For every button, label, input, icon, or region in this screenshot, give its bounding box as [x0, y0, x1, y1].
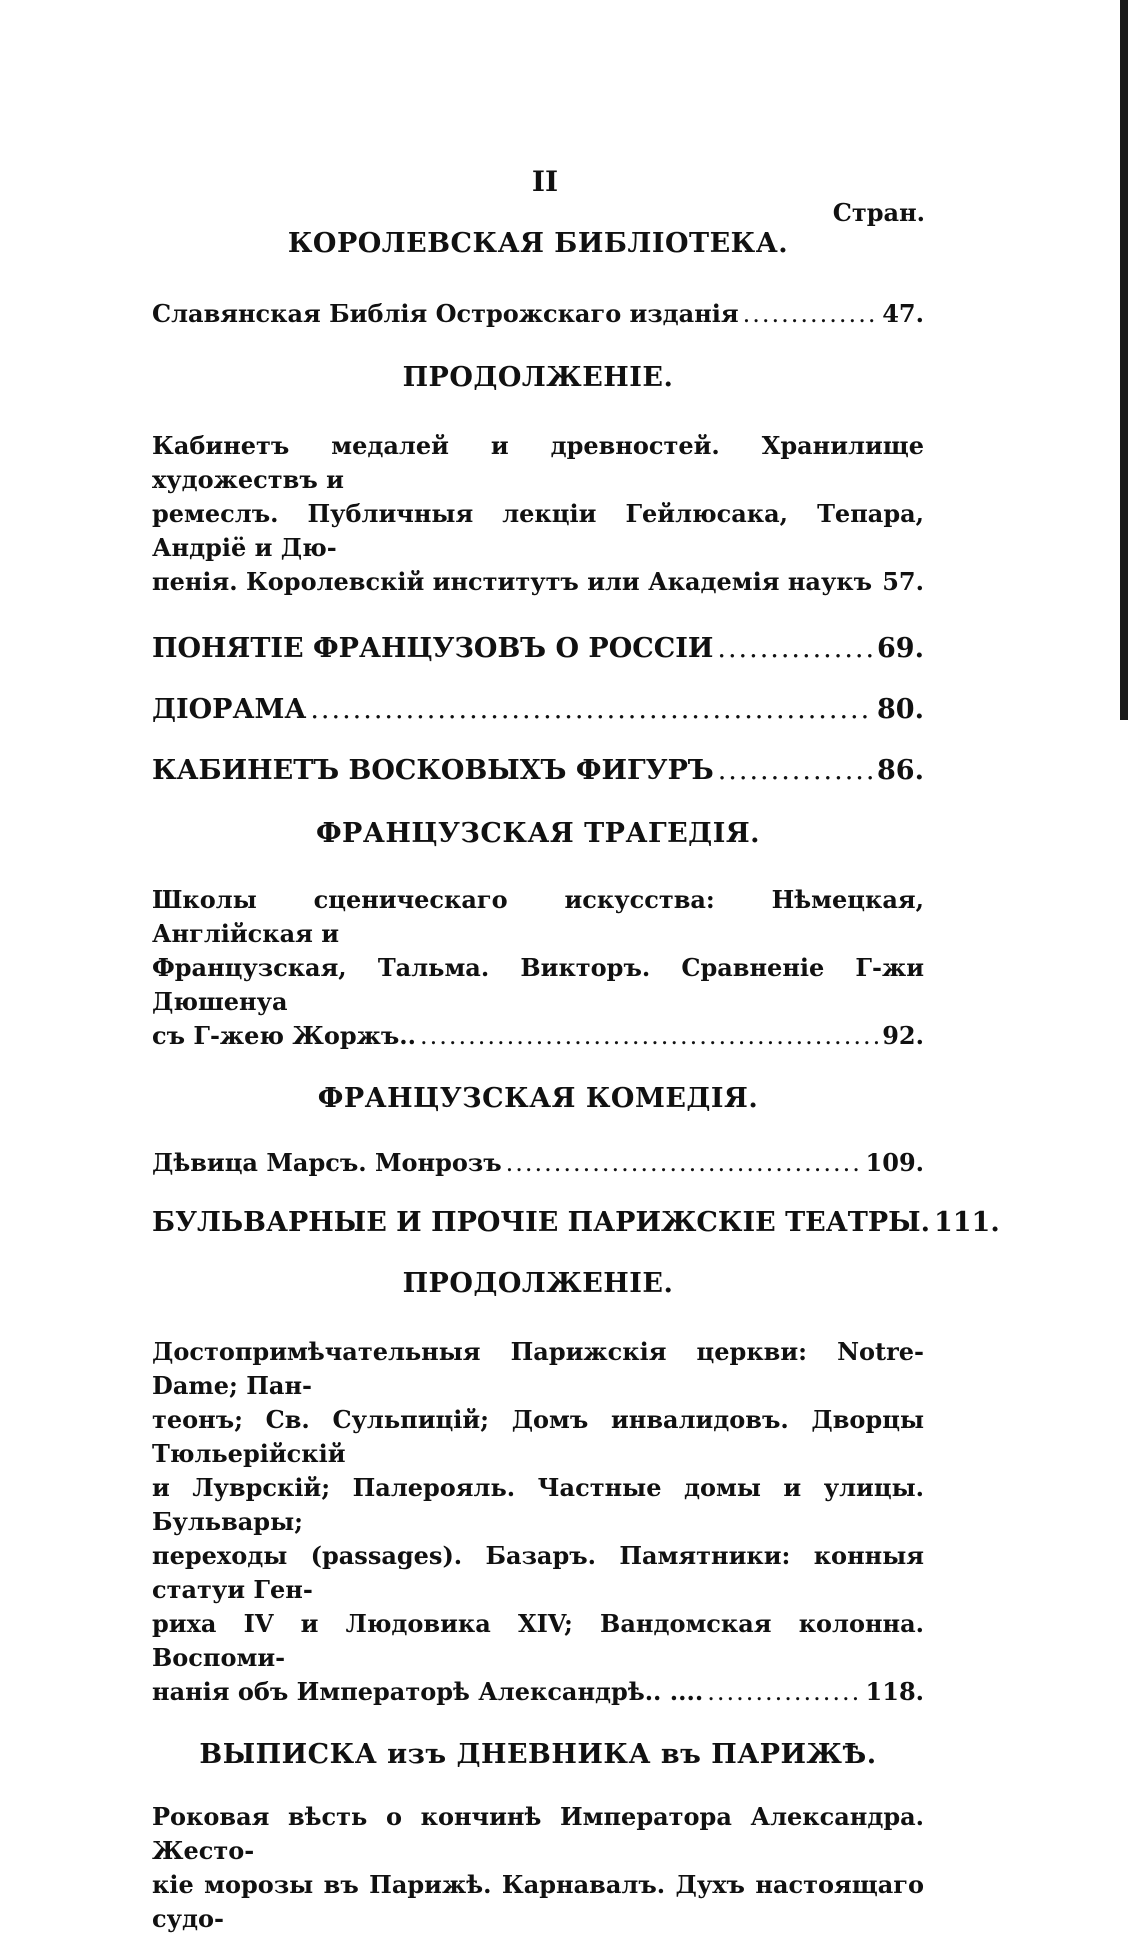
- paragraph-line: переходы (passages). Базаръ. Памятники: конныя статуи Ген-: [152, 1541, 924, 1604]
- toc-entry-diorama: [152, 694, 924, 725]
- toc-entry-title: КАБИНЕТЪ ВОСКОВЫХЪ ФИГУРЪ: [152, 755, 714, 786]
- page-number: II: [531, 165, 559, 198]
- section-heading-french-comedy: ФРАНЦУЗСКАЯ КОМЕДІЯ.: [317, 1083, 759, 1114]
- toc-entry-page: 109.: [865, 1148, 924, 1177]
- paragraph-line: кіе морозы въ Парижѣ. Карнавалъ. Духъ настоящаго судо-: [152, 1870, 924, 1933]
- toc-entry-page: 47.: [882, 299, 924, 328]
- paragraph-line: ремеслъ. Публичныя лекціи Гейлюсака, Тепара, Андріё и Дю-: [152, 499, 924, 562]
- paragraph-line: теонъ; Св. Сульпицій; Домъ инвалидовъ. Дворцы Тюльерійскій: [152, 1405, 924, 1468]
- leader-dots: [707, 1675, 861, 1709]
- paragraph-line: Роковая вѣсть о кончинѣ Императора Александра. Жесто-: [152, 1802, 924, 1865]
- toc-entry-page: 118.: [865, 1677, 924, 1706]
- paragraph-line: съ Г-жею Жоржъ..: [152, 1021, 417, 1050]
- paragraph-line: Достопримѣчательныя Парижскія церкви: Notre-Dame; Пан-: [152, 1337, 924, 1400]
- toc-entry-french-idea-of-russia: [152, 633, 924, 664]
- paragraph-line: пенія. Королевскій институтъ или Академія наукъ: [152, 567, 873, 596]
- leader-dots: [506, 1149, 862, 1177]
- toc-entry-title: ПОНЯТІЕ ФРАНЦУЗОВЪ О РОССІИ: [152, 633, 714, 664]
- toc-entry-title: Дѣвица Марсъ. Монрозъ: [152, 1148, 502, 1177]
- section-heading-royal-library: КОРОЛЕВСКАЯ БИБЛІОТЕКА.: [287, 228, 789, 259]
- toc-paragraph-tragedy: [152, 883, 924, 1053]
- toc-entry-title: Славянская Библія Острожскаго изданія: [152, 299, 739, 328]
- toc-entry-page: 92.: [882, 1021, 924, 1050]
- toc-entry-page: 69.: [877, 633, 924, 664]
- toc-entry-mars-monrose: [152, 1148, 924, 1177]
- paragraph-line: Кабинетъ медалей и древностей. Хранилище художествъ и: [152, 431, 924, 494]
- margin-mark: [1120, 0, 1128, 720]
- toc-paragraph-cabinet: [152, 429, 924, 599]
- leader-dots: [876, 565, 878, 599]
- section-heading-continuation-2: ПРОДОЛЖЕНІЕ.: [402, 1268, 674, 1299]
- paragraph-line: Французская, Тальма. Викторъ. Сравненіе Г-жи Дюшенуа: [152, 953, 924, 1016]
- table-of-contents: [152, 228, 1000, 1936]
- page-column-label: Стран.: [832, 198, 925, 227]
- paragraph-line: Школы сценическаго искусства: Нѣмецкая, Англійская и: [152, 885, 924, 948]
- toc-entry-boulevard-theatres: [152, 1207, 1000, 1238]
- leader-dots: [420, 1019, 878, 1053]
- leader-dots: [717, 633, 873, 664]
- toc-paragraph-diary: [152, 1800, 924, 1936]
- toc-entry-page: 80.: [877, 694, 924, 725]
- leader-dots: [743, 300, 879, 328]
- leader-dots: [310, 694, 873, 725]
- paragraph-line: и Луврскій; Палерояль. Частные домы и улицы. Бульвары;: [152, 1473, 924, 1536]
- toc-entry-title: БУЛЬВАРНЫЕ И ПРОЧІЕ ПАРИЖСКІЕ ТЕАТРЫ.: [152, 1207, 930, 1238]
- toc-entry-wax-figures: [152, 755, 924, 786]
- toc-entry-title: ДІОРАМА: [152, 694, 307, 725]
- paragraph-last-line: [152, 1019, 924, 1053]
- section-heading-diary-extract: ВЫПИСКА изъ ДНЕВНИКА въ ПАРИЖѢ.: [199, 1739, 877, 1770]
- section-heading-continuation-1: ПРОДОЛЖЕНІЕ.: [402, 362, 674, 393]
- paragraph-line: нанія объ Императорѣ Александрѣ.. ....: [152, 1677, 704, 1706]
- toc-entry-page: 57.: [882, 567, 924, 596]
- section-heading-french-tragedy: ФРАНЦУЗСКАЯ ТРАГЕДІЯ.: [315, 818, 761, 849]
- paragraph-line: риха IV и Людовика XIV; Вандомская колонна. Воспоми-: [152, 1609, 924, 1672]
- paragraph-last-line: [152, 565, 924, 599]
- toc-paragraph-churches: [152, 1335, 924, 1709]
- toc-entry-slavonic-bible: [152, 299, 924, 328]
- paragraph-last-line: [152, 1675, 924, 1709]
- toc-entry-page: 86.: [877, 755, 924, 786]
- toc-entry-page: 111.: [933, 1207, 1000, 1238]
- leader-dots: [718, 755, 873, 786]
